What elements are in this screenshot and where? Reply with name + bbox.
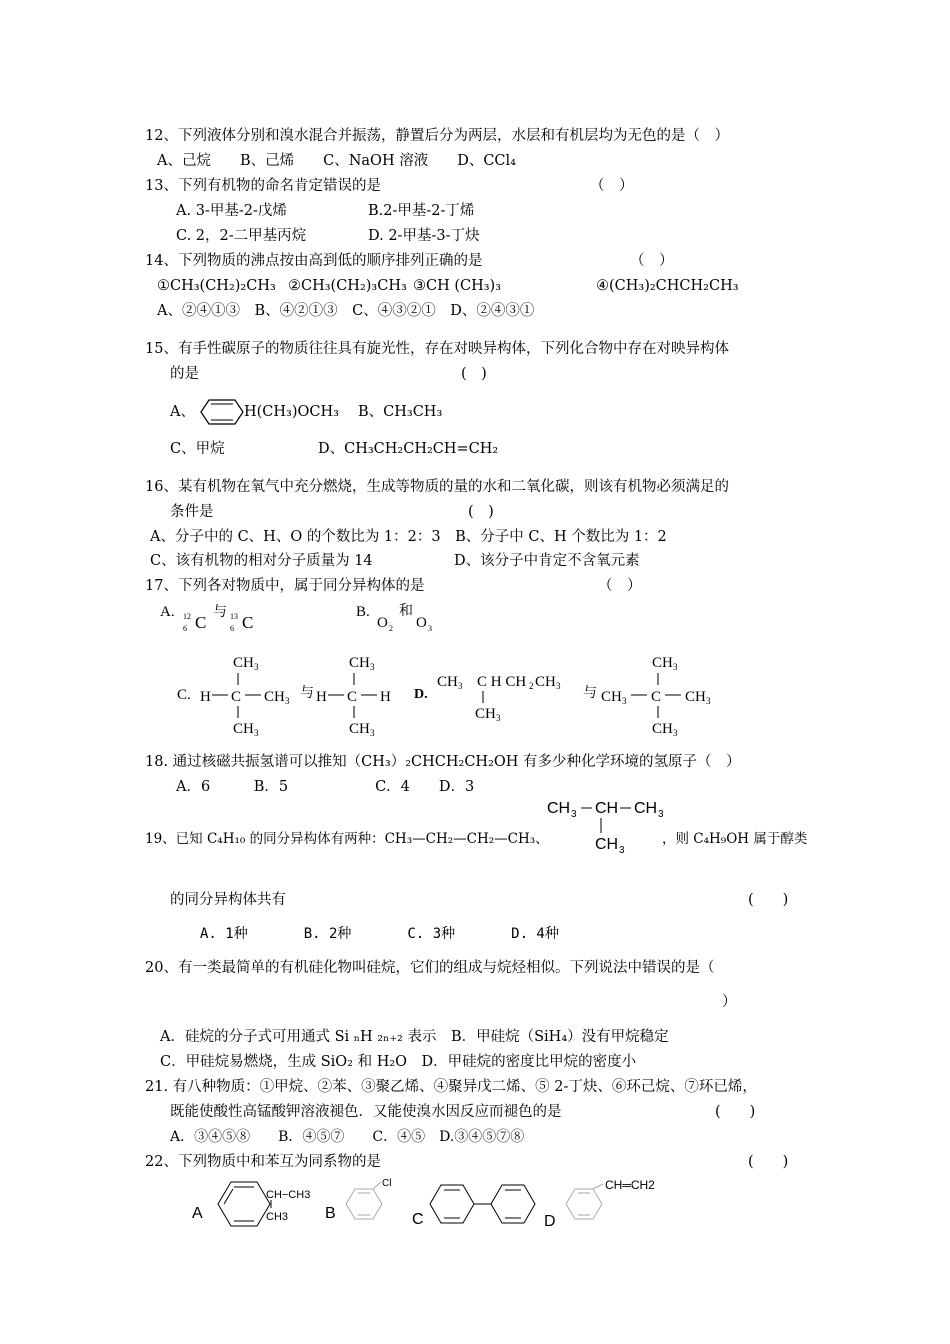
svg-text:3: 3 <box>622 696 627 706</box>
chlorobenzene-structure <box>346 1178 391 1219</box>
q22-option-a-label: A <box>192 1205 203 1222</box>
q14-substance-4: ④(CH₃)₂CHCH₂CH₃ <box>596 278 739 294</box>
q14-paren: （ ） <box>630 253 674 269</box>
q17-option-c-join: 与 <box>300 686 314 701</box>
pentane-isomer-2-methylbutane <box>437 674 561 723</box>
styrene-structure <box>566 1178 655 1219</box>
q16-options-ab: A、分子中的 C、H、O 的个数比为 1：2：3 B、分子中 C、H 个数比为 1：2 <box>150 529 667 545</box>
svg-text:C: C <box>242 613 254 632</box>
q15-option-b: B、CH₃CH₃ <box>358 404 443 420</box>
q19-stem: 19、已知 C₄H₁₀ 的同分异构体有两种：CH₃—CH₂—CH₂—CH₃、 <box>145 831 549 847</box>
q20-stem: 20、有一类最简单的有机硅化物叫硅烷，它们的组成与烷烃相似。下列说法中错误的是（ <box>145 960 715 976</box>
svg-text:CH: CH <box>634 800 658 817</box>
svg-text:CH: CH <box>652 655 673 671</box>
q21-stem-line2: 既能使酸性高锰酸钾溶液褪色．又能使溴水因反应而褪色的是 <box>170 1104 562 1120</box>
q15-stem-line1: 15、有手性碳原子的物质往往具有旋光性，存在对映异构体，下列化合物中存在对映异构体 <box>145 341 729 357</box>
q12-stem: 12、下列液体分别和溴水混合并振荡，静置后分为两层，水层和有机层均为无色的是（ ） <box>145 128 729 144</box>
svg-text:3: 3 <box>254 728 259 738</box>
svg-text:3: 3 <box>370 728 375 738</box>
q22-structures <box>185 1176 705 1236</box>
svg-text:C: C <box>195 613 207 632</box>
q13-option-c: C. 2，2-二甲基丙烷 <box>176 228 307 244</box>
svg-text:3: 3 <box>254 662 259 672</box>
q17-structures <box>150 598 750 748</box>
svg-text:3: 3 <box>658 809 664 820</box>
svg-text:CH: CH <box>601 689 622 705</box>
q21-paren: ( ) <box>715 1104 756 1120</box>
ozone-molecule: O <box>416 615 427 631</box>
svg-text:3: 3 <box>428 624 432 633</box>
q15-stem-line2: 的是 <box>170 366 199 382</box>
q14-substance-3: ③CH (CH₃)₃ <box>413 278 502 294</box>
q15-option-a-label: A、 <box>170 404 195 420</box>
q19-paren: ( ) <box>748 892 789 908</box>
svg-text:H: H <box>316 689 327 705</box>
q15-option-a-text: H(CH₃)OCH₃ <box>244 404 339 420</box>
svg-text:CH: CH <box>233 655 254 671</box>
svg-text:C: C <box>347 689 358 705</box>
q22-paren: ( ) <box>748 1154 789 1170</box>
q20-options-ab: A．硅烷的分子式可用通式 Si ₙH ₂ₙ₊₂ 表示 B．甲硅烷（SiH₄）没有甲烷稳定 <box>160 1029 669 1045</box>
q22-option-b-label: B <box>325 1205 336 1222</box>
q13-stem: 13、下列有机物的命名肯定错误的是 <box>145 178 381 194</box>
svg-text:2: 2 <box>529 681 534 691</box>
oxygen-molecule: O <box>377 615 388 631</box>
svg-text:2: 2 <box>389 624 393 633</box>
q17-option-c-label: C. <box>177 687 191 703</box>
q17-option-d-label: D. <box>414 687 428 702</box>
svg-text:CH: CH <box>535 674 556 690</box>
svg-text:CH3: CH3 <box>266 1211 289 1223</box>
svg-text:CH: CH <box>264 689 285 705</box>
svg-text:CH: CH <box>595 836 619 853</box>
q22-stem: 22、下列物质中和苯互为同系物的是 <box>145 1154 381 1170</box>
svg-text:3: 3 <box>370 662 375 672</box>
q19-line2: 的同分异构体共有 <box>170 892 286 908</box>
svg-text:H: H <box>200 689 211 705</box>
q13-option-b: B.2-甲基-2-丁烯 <box>368 203 475 219</box>
isobutane-structure <box>545 795 670 857</box>
svg-text:6: 6 <box>230 624 234 633</box>
q16-option-c: C、该有机物的相对分子质量为 14 <box>150 553 373 569</box>
q16-paren: ( ) <box>468 504 494 520</box>
q14-substance-2: ②CH₃(CH₂)₃CH₃ <box>288 278 407 294</box>
svg-text:3: 3 <box>285 696 290 706</box>
q12-options: A、己烷 B、己烯 C、NaOH 溶液 D、CCl₄ <box>157 153 516 169</box>
q16-stem-line1: 16、某有机物在氧气中充分燃烧，生成等物质的量的水和二氧化碳，则该有机物必须满足的 <box>145 479 729 495</box>
benzene-ring-icon <box>199 398 245 426</box>
q18-stem: 18. 通过核磁共振氢谱可以推知（CH₃）₂CHCH₂CH₂OH 有多少种化学环境的氢原子（ ） <box>145 754 741 770</box>
svg-text:CH: CH <box>547 800 571 817</box>
q17-option-b-join: 和 <box>399 604 413 619</box>
q17-paren: （ ） <box>598 578 642 594</box>
svg-text:CH: CH <box>349 721 370 737</box>
biphenyl-structure <box>430 1185 535 1223</box>
q19-options: A. 1种 B. 2种 C. 3种 D. 4种 <box>200 926 559 942</box>
svg-text:CH: CH <box>349 655 370 671</box>
svg-text:C: C <box>651 689 662 705</box>
svg-text:CH: CH <box>595 800 619 817</box>
q14-substance-1: ①CH₃(CH₂)₂CH₃ <box>157 278 276 294</box>
q22-option-c-label: C <box>412 1211 424 1228</box>
q17-option-b-label: B. <box>356 604 370 620</box>
q13-paren: （ ） <box>590 178 634 194</box>
cumene-structure <box>218 1176 310 1226</box>
svg-text:CH: CH <box>233 721 254 737</box>
svg-text:3: 3 <box>556 681 561 691</box>
svg-text:Cl: Cl <box>382 1178 392 1189</box>
q15-option-c: C、甲烷 <box>170 441 225 457</box>
svg-text:3: 3 <box>706 696 711 706</box>
svg-text:3: 3 <box>673 728 678 738</box>
svg-text:6: 6 <box>183 624 187 633</box>
svg-text:C: C <box>231 689 242 705</box>
q19-stem-tail: ，则 C₄H₉OH 属于醇类 <box>662 831 808 847</box>
carbon-12-isotope: 12 <box>183 612 191 621</box>
svg-text:3: 3 <box>458 681 463 691</box>
svg-text:CH: CH <box>475 706 496 722</box>
ethane-structure-2 <box>316 655 391 738</box>
ethane-structure <box>200 655 290 738</box>
svg-text:CH: CH <box>685 689 706 705</box>
q17-option-a-join: 与 <box>213 605 227 620</box>
svg-text:CH: CH <box>652 721 673 737</box>
q21-options: A．③④⑤⑧ B．④⑤⑦ C．④⑤ D.③④⑤⑦⑧ <box>170 1129 525 1145</box>
svg-text:CH−CH3: CH−CH3 <box>266 1189 311 1201</box>
q22-option-d-label: D <box>544 1213 556 1230</box>
q21-stem-line1: 21. 有八种物质：①甲烷、②苯、③聚乙烯、④聚异戊二烯、⑤ 2-丁炔、⑥环己烷、⑦环已烯， <box>145 1079 757 1095</box>
q15-paren: ( ) <box>461 366 487 382</box>
svg-text:CH: CH <box>437 674 458 690</box>
q14-options: A、②④①③ B、④②①③ C、④③②① D、②④③① <box>157 303 535 319</box>
q20-close-paren: ） <box>722 994 737 1010</box>
svg-text:H: H <box>380 689 391 705</box>
svg-text:C H CH: C H CH <box>477 674 527 690</box>
q13-option-d: D. 2-甲基-3-丁炔 <box>368 228 480 244</box>
svg-text:3: 3 <box>619 845 625 856</box>
svg-text:3: 3 <box>571 809 577 820</box>
q17-stem: 17、下列各对物质中，属于同分异构体的是 <box>145 578 425 594</box>
q15-option-d: D、CH₃CH₂CH₂CH=CH₂ <box>318 441 499 457</box>
neopentane-structure <box>601 655 711 738</box>
svg-text:3: 3 <box>673 662 678 672</box>
svg-text:CH═CH2: CH═CH2 <box>605 1178 655 1192</box>
q17-option-a-label: A. <box>160 604 175 620</box>
q16-stem-line2: 条件是 <box>170 504 214 520</box>
q17-option-d-join: 与 <box>583 686 597 701</box>
q14-stem: 14、下列物质的沸点按由高到低的顺序排列正确的是 <box>145 253 483 269</box>
q13-option-a: A. 3-甲基-2-戊烯 <box>176 203 287 219</box>
q20-options-cd: C．甲硅烷易燃烧，生成 SiO₂ 和 H₂O D．甲硅烷的密度比甲烷的密度小 <box>160 1054 637 1070</box>
carbon-13-isotope: 13 <box>230 612 238 621</box>
svg-text:3: 3 <box>496 713 501 723</box>
q16-option-d: D、该分子中肯定不含氧元素 <box>454 553 640 569</box>
q18-options: A．6 B．5 C．4 D．3 <box>176 779 475 795</box>
